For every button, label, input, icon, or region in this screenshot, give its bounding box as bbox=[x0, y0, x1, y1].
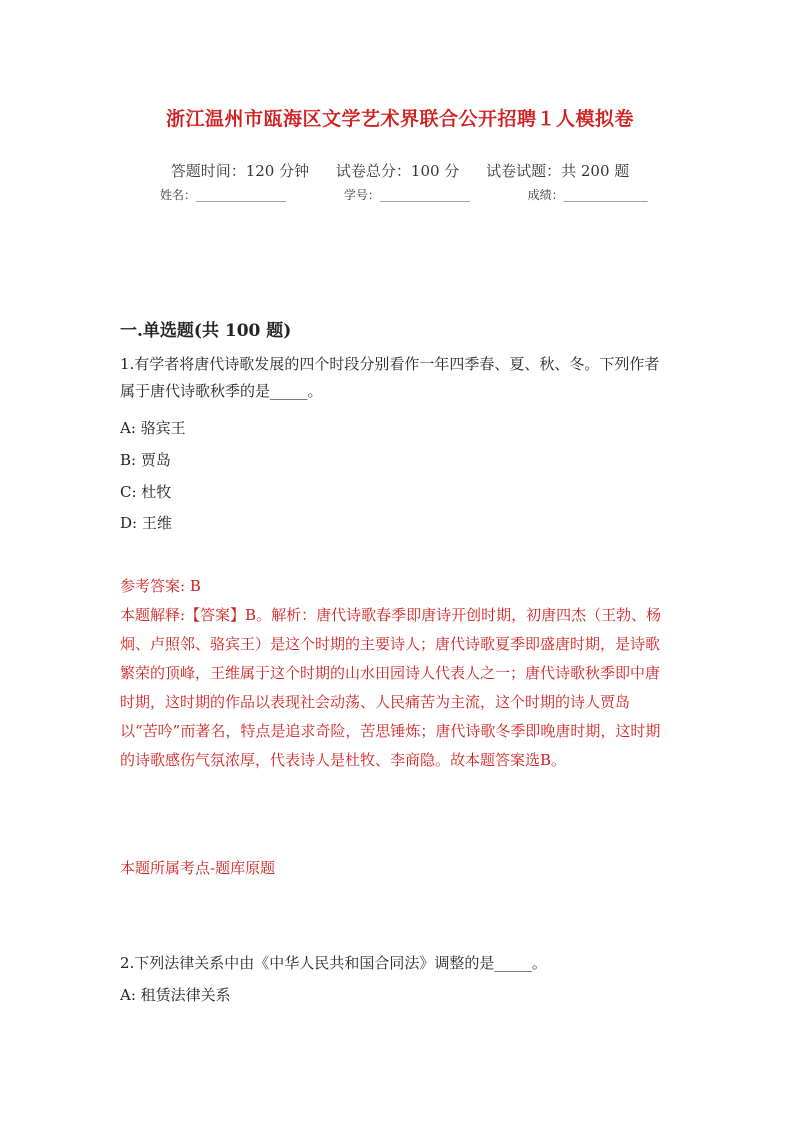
exam-question-count: 试卷试题：共 200 题 bbox=[486, 162, 630, 180]
candidate-fields bbox=[160, 186, 680, 203]
question-1-explanation: 本题解释:【答案】B。解析：唐代诗歌春季即唐诗开创时期，初唐四杰（王勃、杨炯、卢照邻、骆宾王）是这个时期的主要诗人；唐代诗歌夏季即盛唐时期，是诗歌繁荣的顶峰，王维属于这个时期的山水田园诗人代表人之一；唐代诗歌秋季即中唐时期，这时期的作品以表现社会动荡、人民痛苦为主流，这个时期的诗人贾岛以“苦吟”而著名，特点是追求奇险，苦思锤炼；唐代诗歌冬季即晚唐时期，这时期的诗歌感伤气氛浓厚，代表诗人是杜牧、李商隐。故本题答案选B。 bbox=[120, 606, 662, 769]
question-2-stem: 2.下列法律关系中由《中华人民共和国合同法》调整的是_____。 bbox=[120, 954, 547, 972]
question-1-answer: 参考答案: B bbox=[120, 577, 201, 595]
question-2-option-a: A: 租赁法律关系 bbox=[120, 986, 231, 1004]
name-field: 姓名：_______________ bbox=[160, 188, 287, 202]
question-1-stem: 1.有学者将唐代诗歌发展的四个时段分别看作一年四季春、夏、秋、冬。下列作者属于唐代诗歌秋季的是_____。 bbox=[120, 355, 660, 400]
question-1-knowledge-point: 本题所属考点-题库原题 bbox=[120, 859, 276, 877]
question-1-option-c: C: 杜牧 bbox=[120, 483, 172, 501]
exam-time: 答题时间：120 分钟 bbox=[170, 162, 310, 180]
grade-field: 成绩：______________ bbox=[527, 188, 648, 202]
section-title: 一.单选题(共 100 题) bbox=[120, 321, 292, 341]
student-id-field: 学号：_______________ bbox=[343, 188, 470, 202]
exam-title: 浙江温州市瓯海区文学艺术界联合公开招聘１人模拟卷 bbox=[165, 108, 634, 130]
question-1-option-a: A: 骆宾王 bbox=[120, 419, 186, 437]
question-1-option-b: B: 贾岛 bbox=[120, 451, 171, 469]
exam-total-score: 试卷总分：100 分 bbox=[335, 162, 460, 180]
exam-meta bbox=[0, 160, 800, 181]
question-1-option-d: D: 王维 bbox=[120, 514, 172, 532]
